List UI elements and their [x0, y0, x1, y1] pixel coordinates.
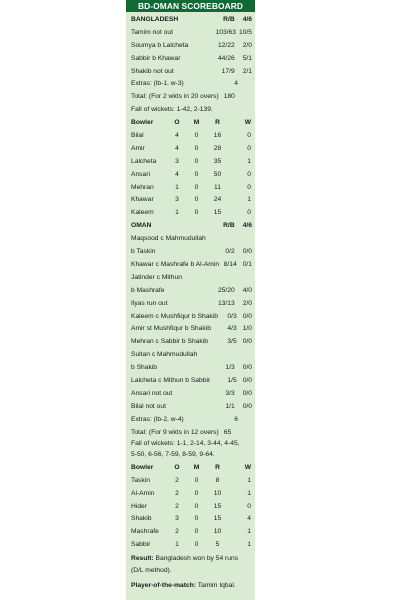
result-text: Bangladesh won by 54 runs (D/L method). [131, 555, 239, 574]
wickets: 0 [247, 132, 251, 140]
maidens: 0 [194, 528, 199, 536]
runs-balls: 44/26 [217, 54, 235, 62]
runs-balls: 8/14 [223, 260, 237, 268]
runs-balls: 17/9 [221, 67, 235, 75]
runs: 15 [213, 515, 222, 523]
batsman-name: Ilyas run out [131, 299, 168, 307]
batsman-name: Khawar c Mashrafe b Al-Amin [131, 260, 220, 268]
potm-text: Tamim Iqbal. [197, 582, 236, 590]
runs-balls: 4/3 [227, 325, 237, 333]
batsman-name: Shakib not out [131, 67, 174, 75]
overs: 2 [175, 528, 179, 536]
fours-sixes: 4/0 [242, 286, 252, 294]
runs-balls: 12/22 [217, 41, 235, 49]
runs-balls: 3/5 [227, 338, 237, 346]
bowler-name: Mashrafe [131, 528, 159, 536]
maidens: 0 [194, 476, 199, 484]
runs: 35 [213, 157, 222, 165]
maidens: 0 [194, 209, 199, 217]
col-bowler: Bowler [131, 119, 154, 127]
batsman-name: Maqsood c Mahmudullah [131, 235, 206, 243]
bowling-row [131, 156, 252, 169]
runs: 50 [213, 170, 222, 178]
batsman-name: Amir st Mushfiqur b Shakib [131, 325, 211, 333]
runs: 24 [213, 196, 222, 204]
runs: 5 [215, 541, 220, 549]
batting-row [131, 27, 252, 40]
batting-row [131, 298, 252, 311]
scoreboard-panel [126, 0, 255, 600]
runs: 10 [213, 528, 222, 536]
wickets: 1 [247, 157, 251, 165]
maidens: 0 [194, 502, 199, 510]
col-runs: R [215, 119, 220, 127]
overs: 2 [175, 502, 179, 510]
batting-row [131, 53, 252, 66]
overs: 3 [175, 196, 179, 204]
batting-row [131, 375, 252, 388]
extras-value: 6 [234, 415, 238, 423]
maidens: 0 [194, 489, 199, 497]
runs-balls: 0/3 [227, 312, 237, 320]
total-label: Total: (For 2 wkts in 20 overs) [131, 93, 219, 101]
maidens: 0 [194, 170, 199, 178]
col-maidens: M [193, 463, 200, 471]
bowler-name: Bilal [131, 132, 144, 140]
col-runs-balls: R/B [223, 222, 235, 230]
team-name: BANGLADESH [131, 16, 179, 24]
wickets: 1 [247, 476, 251, 484]
batting-row [131, 310, 252, 323]
scoreboard-title: BD-OMAN SCOREBOARD [126, 0, 255, 12]
batting-row [131, 362, 252, 375]
batting-row [131, 388, 252, 401]
wickets: 0 [247, 502, 251, 510]
wickets: 1 [247, 528, 251, 536]
total-row [131, 91, 252, 104]
bowling-row [131, 143, 252, 156]
runs: 11 [214, 183, 221, 191]
bowling-row [131, 169, 252, 182]
fours-sixes: 2/0 [242, 299, 252, 307]
bowling-row [131, 182, 252, 195]
bowler-name: Hider [131, 502, 147, 510]
fours-sixes: 5/1 [242, 54, 252, 62]
maidens: 0 [194, 541, 199, 549]
overs: 1 [175, 541, 179, 549]
runs: 8 [215, 476, 220, 484]
scoreboard-content [126, 12, 255, 593]
bowler-name: Khawar [131, 196, 154, 204]
bowling-row [131, 194, 252, 207]
fours-sixes: 0/0 [242, 312, 252, 320]
fall-of-wickets: 5-50, 6-56, 7-59, 8-59, 9-64. [131, 451, 215, 459]
bowling-row [131, 513, 252, 526]
wickets: 1 [247, 196, 251, 204]
col-maidens: M [193, 119, 200, 127]
batsman-name: Mehran c Sabbir b Shakib [131, 338, 208, 346]
maidens: 0 [194, 132, 199, 140]
maidens: 0 [194, 515, 199, 523]
fours-sixes: 10/5 [238, 28, 252, 36]
bowling-row [131, 501, 252, 514]
runs-balls: 13/13 [217, 299, 235, 307]
batsman-name: Tamim not out [131, 28, 173, 36]
overs: 1 [175, 209, 179, 217]
fours-sixes: 0/0 [242, 364, 252, 372]
fours-sixes: 0/0 [242, 338, 252, 346]
wickets: 4 [247, 515, 251, 523]
col-overs: O [174, 119, 180, 127]
overs: 4 [175, 132, 179, 140]
fours-sixes: 1/0 [242, 325, 252, 333]
dismissal: b Shakib [131, 364, 158, 372]
col-bowler: Bowler [131, 463, 154, 471]
bowling-row [131, 130, 252, 143]
maidens: 0 [194, 196, 199, 204]
fours-sixes: 0/0 [242, 376, 252, 384]
overs: 3 [175, 157, 179, 165]
bowler-name: Shakib [131, 515, 152, 523]
wickets: 0 [247, 209, 251, 217]
wickets: 1 [247, 489, 251, 497]
overs: 1 [175, 183, 179, 191]
overs: 2 [175, 489, 179, 497]
col-runs: R [215, 463, 220, 471]
extras-label: Extras: (lb-1, w-3) [131, 80, 184, 88]
bowling-row [131, 539, 252, 552]
bangladesh-batting-header [131, 14, 252, 27]
wickets: 0 [247, 144, 251, 152]
runs: 15 [213, 502, 222, 510]
batting-row [131, 401, 252, 414]
batting-row [131, 323, 252, 336]
runs-balls: 0/2 [225, 248, 235, 256]
maidens: 0 [194, 157, 199, 165]
runs-balls: 3/3 [225, 389, 235, 397]
fours-sixes: 0/1 [242, 260, 252, 268]
total-value: 180 [223, 93, 235, 101]
batsman-name: Sabbir b Khawar [131, 54, 181, 62]
batsman-name: Jatinder c Mithun [131, 273, 182, 281]
fours-sixes: 0/0 [242, 389, 252, 397]
col-overs: O [174, 463, 180, 471]
bowler-name: Al-Amin [131, 489, 155, 497]
runs: 28 [213, 144, 222, 152]
fours-sixes: 2/0 [242, 41, 252, 49]
batsman-name: Ansari not out [131, 389, 173, 397]
bowler-name: Sabbir [131, 541, 151, 549]
bowling-row [131, 488, 252, 501]
maidens: 0 [194, 183, 199, 191]
extras-row [131, 414, 252, 427]
result-label: Result: [131, 555, 154, 563]
batsman-name: Sultan c Mahmudullah [131, 351, 198, 359]
runs-balls: 25/20 [217, 286, 235, 294]
wickets: 0 [247, 170, 251, 178]
total-value: 65 [223, 428, 232, 436]
col-fours-sixes: 4/6 [242, 16, 252, 24]
fours-sixes: 0/0 [242, 248, 252, 256]
fall-of-wickets: Fall of wickets: 1-1, 2-14, 3-44, 4-45, [131, 440, 240, 448]
wickets: 0 [247, 183, 251, 191]
dismissal: b Mashrafe [131, 286, 165, 294]
overs: 2 [175, 476, 179, 484]
bowler-name: Kaleem [131, 209, 154, 217]
bowler-name: Amir [131, 144, 145, 152]
batting-row [131, 259, 252, 272]
fours-sixes: 0/0 [242, 402, 252, 410]
potm-label: Player-of-the-match: [131, 582, 197, 590]
bowler-name: Taskin [131, 476, 150, 484]
runs: 15 [213, 209, 222, 217]
runs-balls: 1/5 [227, 376, 237, 384]
wickets: 1 [247, 541, 251, 549]
runs: 16 [213, 132, 222, 140]
batsman-name: Soumya b Lalcheta [131, 41, 189, 49]
bowling-header [131, 462, 252, 475]
total-label: Total: (For 9 wkts in 12 overs) [131, 428, 219, 436]
extras-label: Extras: (lb-2, w-4) [131, 415, 184, 423]
extras-value: 4 [234, 80, 238, 88]
overs: 4 [175, 144, 179, 152]
bowling-header [131, 117, 252, 130]
bowler-name: Mehran [131, 183, 154, 191]
batting-row [131, 40, 252, 53]
oman-batting-header [131, 220, 252, 233]
dismissal: b Taskin [131, 248, 156, 256]
batsman-name: Lalcheta c Mithun b Sabbir [131, 376, 211, 384]
batting-row [131, 285, 252, 298]
bowler-name: Lalcheta [131, 157, 157, 165]
overs: 3 [175, 515, 179, 523]
runs-balls: 103/63 [215, 28, 236, 36]
runs-balls: 1/1 [225, 402, 235, 410]
col-fours-sixes: 4/6 [242, 222, 252, 230]
batting-row [131, 66, 252, 79]
result [131, 552, 252, 577]
bowling-row [131, 475, 252, 488]
runs: 10 [213, 489, 222, 497]
batsman-name: Kaleem c Mushfiqur b Shakib [131, 312, 218, 320]
fours-sixes: 2/1 [242, 67, 252, 75]
bowling-row [131, 207, 252, 220]
overs: 4 [175, 170, 179, 178]
batsman-name: Bilal not out [131, 402, 166, 410]
batting-row [131, 246, 252, 259]
total-row [131, 427, 252, 440]
runs-balls: 1/3 [225, 364, 235, 372]
batting-row [131, 336, 252, 349]
bowler-name: Ansari [131, 170, 150, 178]
fall-of-wickets: Fall of wickets: 1-42, 2-139. [131, 106, 213, 114]
player-of-the-match [131, 579, 252, 593]
bowling-row [131, 526, 252, 539]
extras-row [131, 78, 252, 91]
col-runs-balls: R/B [223, 16, 235, 24]
team-name: OMAN [131, 222, 152, 230]
maidens: 0 [194, 144, 199, 152]
col-wickets: W [244, 119, 251, 127]
col-wickets: W [244, 463, 251, 471]
